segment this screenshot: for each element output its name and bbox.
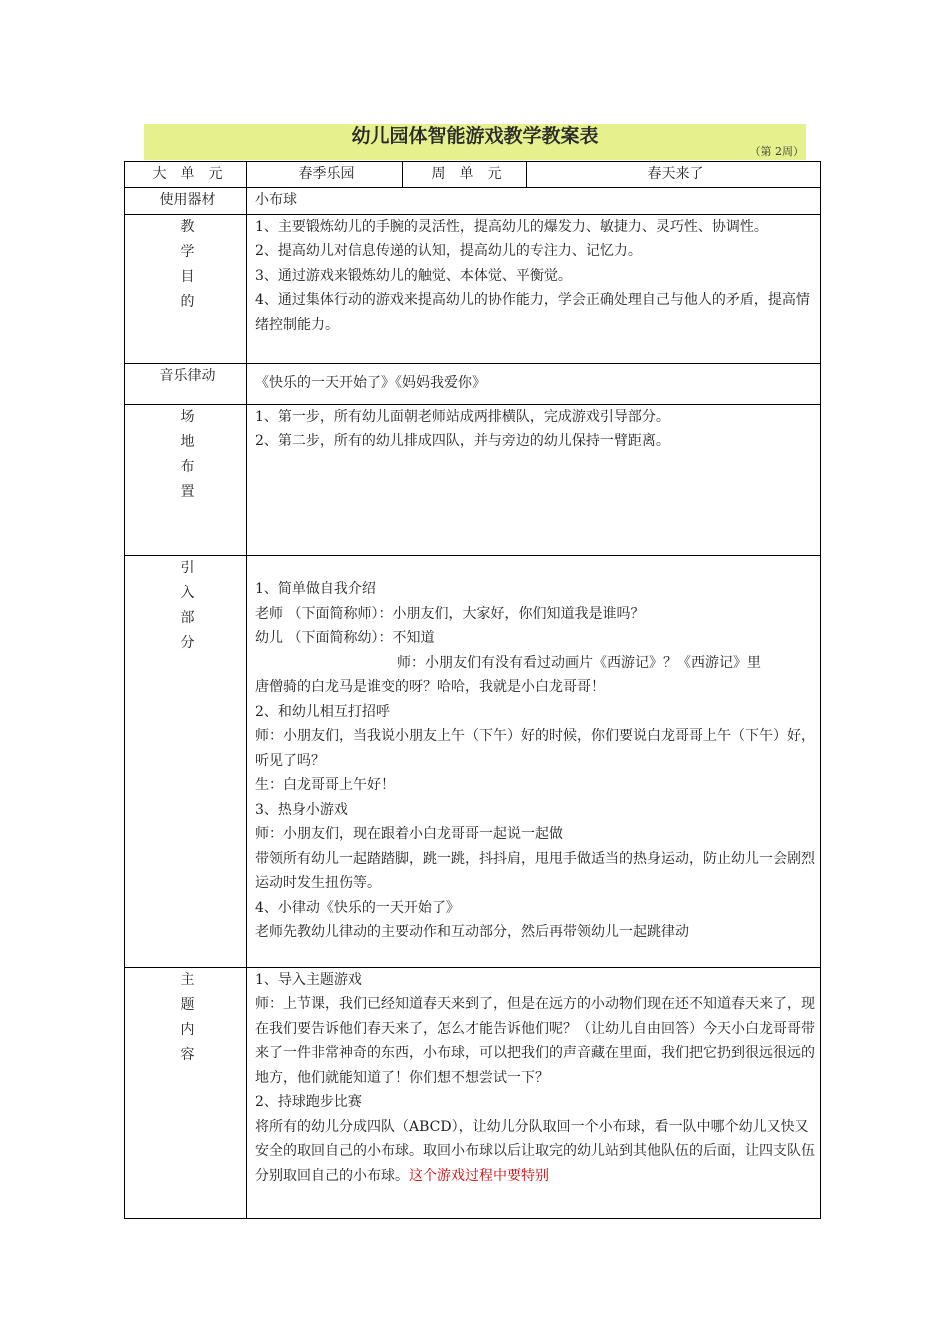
goal-item: 4、通过集体行动的游戏来提高幼儿的协作能力，学会正确处理自己与他人的矛盾，提高情绪控制能力。: [255, 292, 810, 333]
goals-label: 教学目的: [125, 214, 247, 363]
intro-row: [125, 555, 821, 967]
theme-cell: [247, 967, 821, 1218]
goals-row: [125, 214, 821, 363]
intro-line: 唐僧骑的白龙马是谁变的呀？哈哈，我就是小白龙哥哥！: [255, 679, 605, 696]
intro-line: 生：白龙哥哥上午好！: [255, 777, 395, 794]
venue-item: 1、第一步，所有幼儿面朝老师站成两排横队，完成游戏引导部分。: [255, 408, 670, 425]
goals-cell: [247, 214, 821, 363]
week-unit-value: 春天来了: [527, 162, 821, 188]
unit-row: [125, 162, 821, 188]
equipment-value: 小布球: [247, 187, 821, 214]
equipment-label: 使用器材: [125, 187, 247, 214]
week-note: （第 2周）: [749, 145, 804, 158]
lesson-plan-table: [124, 161, 821, 1219]
unit-value: 春季乐园: [247, 162, 403, 188]
intro-line: 老师 （下面简称师）：小朋友们，大家好，你们知道我是谁吗？: [255, 605, 645, 622]
page-title: 幼儿园体智能游戏教学教案表: [351, 125, 599, 147]
theme-line: [255, 1115, 816, 1189]
venue-row: [125, 404, 821, 555]
intro-line: 4、小律动《快乐的一天开始了》: [255, 899, 460, 916]
intro-line: 2、和幼儿相互打招呼: [255, 703, 390, 720]
equipment-row: [125, 187, 821, 214]
theme-line: 1、导入主题游戏: [255, 971, 362, 988]
intro-line: 1、简单做自我介绍: [255, 581, 376, 598]
theme-label: 主题内容: [125, 967, 247, 1218]
intro-cell: [247, 555, 821, 967]
venue-label: 场地布置: [125, 404, 247, 555]
goal-item: 3、通过游戏来锻炼幼儿的触觉、本体觉、平衡觉。: [255, 267, 572, 284]
venue-cell: [247, 404, 821, 555]
goal-item: 2、提高幼儿对信息传递的认知，提高幼儿的专注力、记忆力。: [255, 243, 642, 259]
theme-row: [125, 967, 821, 1218]
intro-label: 引入部分: [125, 555, 247, 967]
intro-line: 幼儿 （下面简称幼）：不知道: [255, 630, 435, 647]
theme-highlight-text: 这个游戏过程中要特别: [409, 1167, 549, 1184]
intro-line: 带领所有幼儿一起踏踏脚，跳一跳，抖抖肩，甩甩手做适当的热身运动，防止幼儿一会剧烈运动时发生扭伤等。: [255, 850, 815, 892]
theme-text: 将所有的幼儿分成四队（ABCD），让幼儿分队取回一个小布球，看一队中哪个幼儿又快又安全的取回自己的小布球。取回小布球以后让取完的幼儿站到其他队伍的后面，让四支队伍分别取回自己的小布球。: [255, 1118, 815, 1184]
goal-item: 1、主要锻炼幼儿的手腕的灵活性，提高幼儿的爆发力、敏捷力、灵巧性、协调性。: [255, 218, 768, 235]
unit-label: 大 单 元: [125, 162, 247, 188]
theme-line: 师：上节课，我们已经知道春天来到了，但是在远方的小动物们现在还不知道春天来了，现在我们要告诉他们春天来了，怎么才能告诉他们呢？（让幼儿自由回答）今天小白龙哥哥带来了一件非常神奇的东西，小布球，可以把我们的声音藏在里面，我们把它扔到很远很远的地方，他们就能知道了！你们想不想尝试一下？: [255, 996, 815, 1086]
theme-line: 2、持球跑步比赛: [255, 1094, 362, 1110]
intro-line: 3、热身小游戏: [255, 801, 348, 818]
intro-line: 老师先教幼儿律动的主要动作和互动部分，然后再带领幼儿一起跳律动: [255, 924, 689, 941]
intro-line: 师：小朋友们，当我说小朋友上午（下午）好的时候，你们要说白龙哥哥上午（下午）好，听见了吗？: [255, 728, 815, 769]
week-unit-label: 周 单 元: [403, 162, 527, 188]
music-row: [125, 363, 821, 404]
intro-line: 师：小朋友们有没有看过动画片《西游记》？《西游记》里: [397, 654, 761, 671]
venue-item: 2、第二步，所有的幼儿排成四队，并与旁边的幼儿保持一臂距离。: [255, 433, 670, 449]
music-value: 《快乐的一天开始了》《妈妈我爱你》: [247, 363, 821, 404]
music-label: 音乐律动: [125, 363, 247, 404]
intro-line: 师：小朋友们，现在跟着小白龙哥哥一起说一起做: [255, 826, 563, 843]
